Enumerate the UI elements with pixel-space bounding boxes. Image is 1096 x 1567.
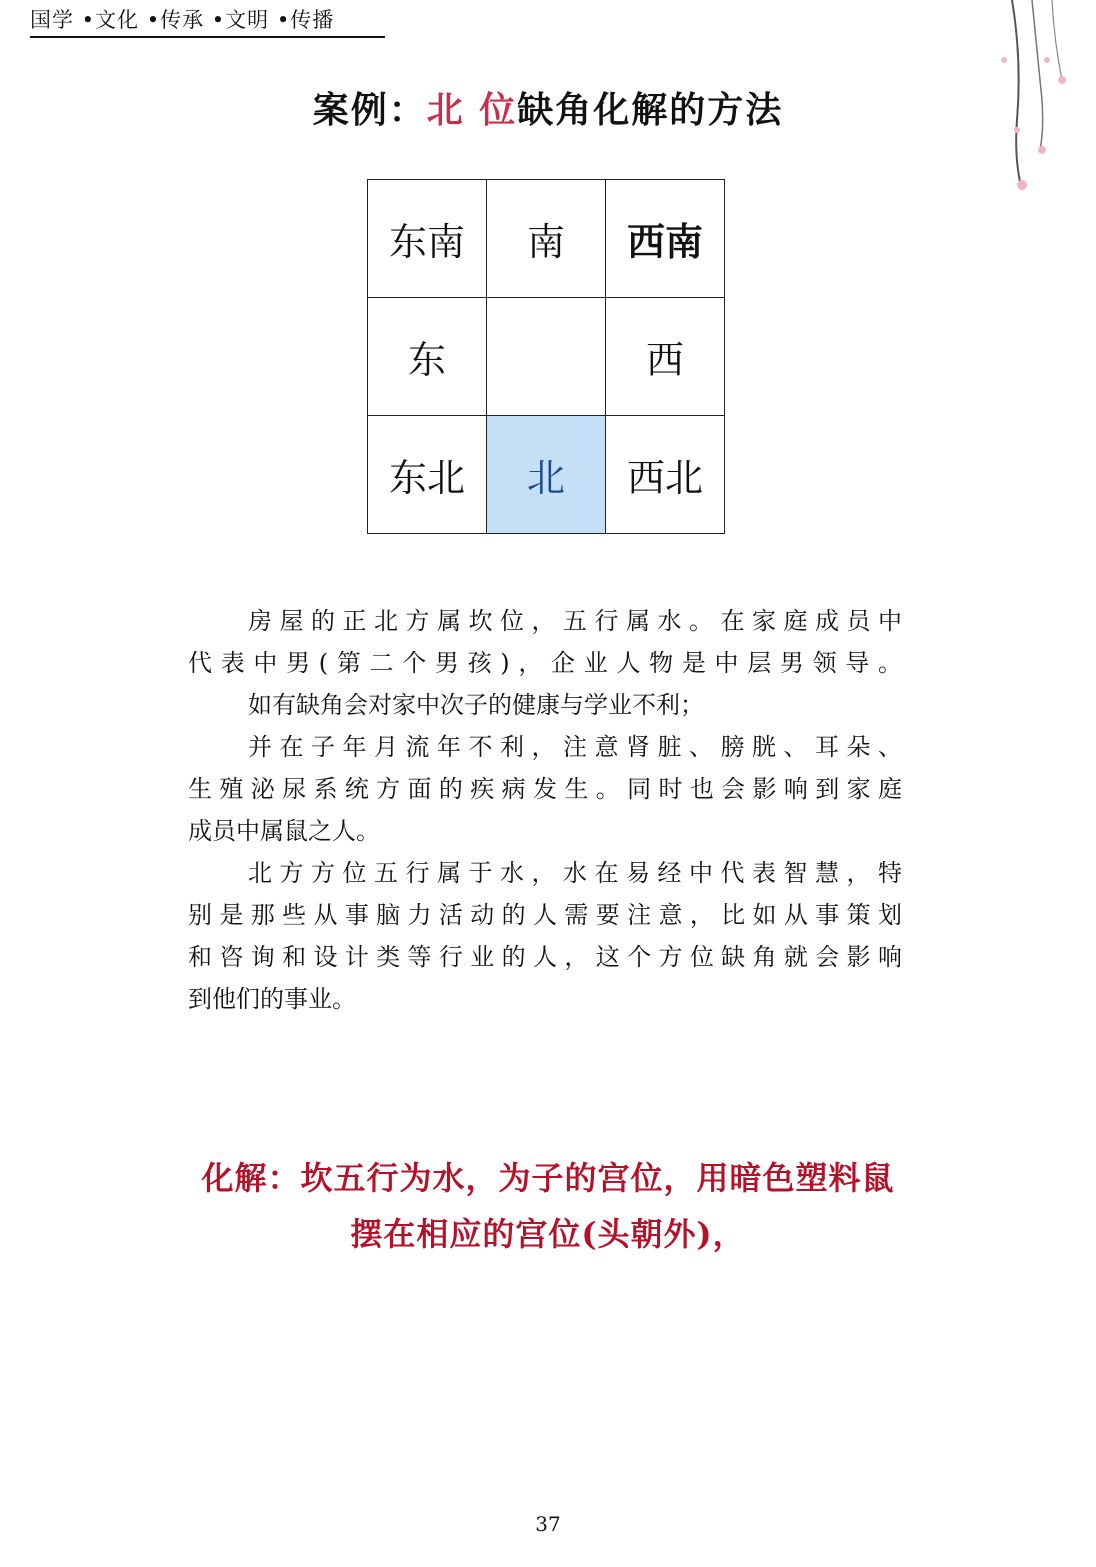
- cell-west: 西: [606, 298, 725, 416]
- solution-line-2: 摆在相应的宫位(头朝外)，: [350, 1215, 746, 1253]
- text-line: 并在子年月流年不利，注意肾脏、膀胱、耳朵、: [248, 733, 902, 761]
- text-line: 和咨询和设计类等行业的人，这个方位缺角就会影响: [188, 943, 902, 971]
- cell-center: [487, 298, 606, 416]
- cell-south: 南: [487, 180, 606, 298]
- text-line: 如有缺角会对家中次子的健康与学业不利；: [248, 691, 704, 719]
- body-text: [188, 600, 902, 1020]
- direction-grid: [367, 179, 725, 534]
- page-number: 37: [535, 1512, 561, 1536]
- text-line: 北方方位五行属于水，水在易经中代表智慧，特: [248, 859, 902, 887]
- text-line: 别是那些从事脑力活动的人需要注意，比如从事策划: [188, 901, 902, 929]
- text-line: 生殖泌尿系统方面的疾病发生。同时也会影响到家庭: [188, 775, 902, 803]
- text-line: 到他们的事业。: [188, 985, 356, 1013]
- cell-northwest: 西北: [606, 416, 725, 534]
- text-line: 房屋的正北方属坎位，五行属水。在家庭成员中: [248, 607, 902, 635]
- cell-north-highlighted: 北: [487, 416, 606, 534]
- page-title: [0, 82, 1096, 133]
- cell-northeast: 东北: [368, 416, 487, 534]
- cell-southwest: 西南: [606, 180, 725, 298]
- solution-text: [0, 1150, 1096, 1262]
- cell-southeast: 东南: [368, 180, 487, 298]
- title-highlight: 北 位: [426, 89, 518, 131]
- solution-line-1: 化解：坎五行为水，为子的宫位，用暗色塑料鼠: [201, 1159, 895, 1197]
- title-prefix: 案例：: [312, 89, 427, 131]
- cell-east: 东: [368, 298, 487, 416]
- page-header: 国学 •文化 •传承 •文明 •传播: [30, 4, 385, 38]
- text-line: 代表中男(第二个男孩)，企业人物是中层男领导。: [188, 649, 902, 677]
- title-suffix: 缺角化解的方法: [517, 89, 784, 131]
- text-line: 成员中属鼠之人。: [188, 817, 380, 845]
